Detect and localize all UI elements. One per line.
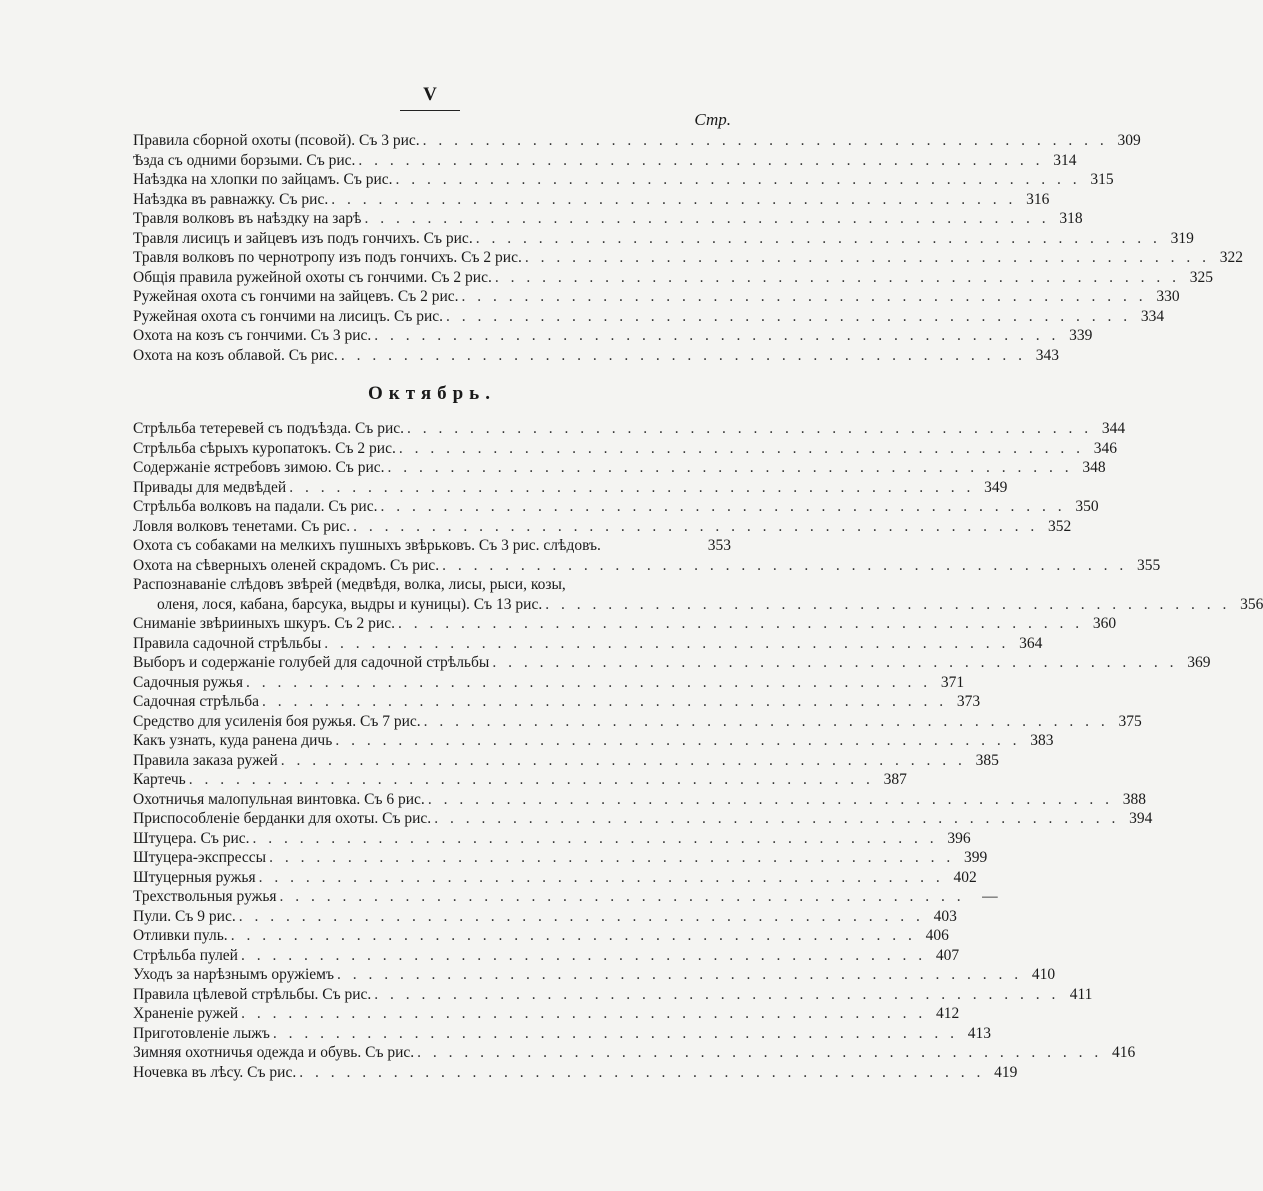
toc-leader-dots: . . . . . . . . . . . . . . . . . . . . . . . . . . . . . . . . . . . . . . . . . . . . (380, 498, 1066, 515)
toc-leader-dots: . . . . . . . . . . . . . . . . . . . . . . . . . . . . . . . . . . . . . . . . . . . . (524, 249, 1210, 266)
toc-entry (133, 770, 907, 790)
toc-entry-page: 411 (1069, 985, 1093, 1003)
toc-entry-title: Охота на козъ съ гончими. Съ 3 рис. (133, 327, 372, 344)
toc-entry (133, 268, 1213, 288)
toc-leader-dots: . . . . . . . . . . . . . . . . . . . . . . . . . . . . . . . . . . . . . . . . . . . . (241, 1005, 927, 1022)
toc-leader-dots: . . . . . . . . . . . . . . . . . . . . . . . . . . . . . . . . . . . . . . . . . . . . (340, 346, 1026, 364)
toc-entry-page: 387 (883, 771, 907, 788)
toc-entry (133, 946, 960, 966)
toc-leader-dots: . . . . . . . . . . . . . . . . . . . . . . . . . . . . . . . . . . . . . . . . . . . . (238, 907, 924, 925)
toc-entry-page: 349 (984, 478, 1008, 496)
toc-entry-page: 403 (933, 907, 957, 925)
toc-leader-dots: . . . . . . . . . . . . . . . . . . . . . . . . . . . . . . . . . . . . . . . . . . . . (475, 229, 1161, 247)
toc-entry (133, 556, 1161, 576)
page-number: V (423, 84, 437, 105)
toc-entry (133, 248, 1243, 268)
toc-entry-page: 318 (1059, 210, 1083, 227)
toc-leader-dots: . . . . . . . . . . . . . . . . . . . . . . . . . . . . . . . . . . . . . . . . . . . . (492, 654, 1178, 671)
toc-entry (133, 692, 981, 712)
toc-leader-dots: . . . . . . . . . . . . . . . . . . . . . . . . . . . . . . . . . . . . . . . . . . . . (331, 190, 1017, 208)
toc-entry (133, 1004, 960, 1024)
toc-leader-dots: . . . . . . . . . . . . . . . . . . . . . . . . . . . . . . . . . . . . . . . . . . . . (262, 693, 948, 710)
toc-leader-dots: . . . . . . . . . . . . . . . . . . . . . . . . . . . . . . . . . . . . . . . . . . . . (279, 888, 965, 905)
toc-entry (133, 653, 1211, 673)
toc-entry-page: 396 (947, 829, 971, 847)
toc-entry (133, 848, 988, 868)
toc-entry-page: 371 (940, 673, 965, 691)
toc-leader-dots: . . . . . . . . . . . . . . . . . . . . . . . . . . . . . . . . . . . . . . . . . . . . (494, 268, 1180, 286)
toc-entry-title: Стрѣльба пулей (133, 946, 238, 964)
toc-leader-dots: . . . . . . . . . . . . . . . . . . . . . . . . . . . . . . . . . . . . . . . . . . . . (269, 849, 955, 866)
toc-entry (133, 439, 1117, 459)
toc-entry-title: Правила заказа ружей (133, 751, 278, 769)
toc-entry (133, 887, 998, 907)
toc-leader-dots: . . . . . . . . . . . . . . . . . . . . . . . . . . . . . . . . . . . . . . . . . . . . (240, 946, 927, 964)
toc-entry (133, 926, 949, 946)
toc-leader-dots: . . . . . . . . . . . . . . . . . . . . . . . . . . . . . . . . . . . . . . . . . . . . (324, 634, 1010, 652)
toc-leader-dots: . . . . . . . . . . . . . . . . . . . . . . . . . . . . . . . . . . . . . . . . . . . . (252, 829, 938, 847)
toc-entry (133, 131, 1141, 151)
toc-entry-title: Приготовленіе лыжъ (133, 1024, 270, 1042)
toc-entry (133, 1043, 1136, 1063)
toc-entry-page: 352 (1047, 517, 1072, 535)
toc-leader-dots: . . . . . . . . . . . . . . . . . . . . . . . . . . . . . . . . . . . . . . . . . . . . (374, 985, 1060, 1003)
toc-leader-dots: . . . . . . . . . . . . . . . . . . . . . . . . . . . . . . . . . . . . . . . . . . . . (395, 171, 1081, 188)
toc-entry (133, 575, 731, 595)
toc-leader-dots: . . . . . . . . . . . . . . . . . . . . . . . . . . . . . . . . . . . . . . . . . . . . (423, 712, 1109, 730)
toc-entry-title: Наѣздка въ равнажку. Съ рис. (133, 190, 329, 208)
toc-entry-title: Содержаніе ястребовъ зимою. Съ рис. (133, 459, 385, 476)
toc-entry (133, 1024, 991, 1044)
toc-entry-page: 364 (1019, 634, 1043, 652)
toc-entry-title: Штуцерныя ружья (133, 868, 256, 886)
toc-entry-title: Наѣздка на хлопки по зайцамъ. Съ рис. (133, 171, 393, 188)
toc-entry (133, 346, 1059, 366)
toc-entry-title: Храненіе ружей (133, 1005, 239, 1022)
toc-entry-page: 413 (967, 1024, 991, 1042)
toc-entry-title: Ловля волковъ тенетами. Съ рис. (133, 517, 351, 535)
toc-entry (133, 307, 1165, 327)
toc-entry (133, 790, 1146, 810)
toc-entry-title: Привады для медвѣдей (133, 478, 287, 496)
toc-leader-dots: . . . . . . . . . . . . . . . . . . . . . . . . . . . . . . . . . . . . . . . . . . . . (364, 210, 1050, 227)
toc-entry-page: 350 (1075, 498, 1099, 515)
toc-entry-page: 330 (1156, 288, 1180, 305)
toc-entry-page: 406 (925, 927, 949, 944)
toc-entry-title: Ѣзда съ одними борзыми. Съ рис. (133, 151, 356, 169)
toc-leader-dots: . . . . . . . . . . . . . . . . . . . . . . . . . . . . . . . . . . . . . . . . . . . . (353, 517, 1039, 535)
toc-entry-page: 388 (1122, 790, 1146, 808)
toc-entry (133, 517, 1072, 537)
toc-entry (133, 809, 1153, 829)
toc-entry (133, 868, 977, 888)
toc-entry-title: Ружейная охота съ гончими на лисицъ. Съ рис. (133, 307, 444, 325)
toc-entry-title: Зимняя охотничья одежда и обувь. Съ рис. (133, 1044, 415, 1061)
toc-entry-title: Картечь (133, 771, 186, 788)
toc-entry-page: 412 (936, 1005, 960, 1022)
toc-entry (133, 829, 971, 849)
toc-entry (133, 478, 1008, 498)
toc-leader-dots: . . . . . . . . . . . . . . . . . . . . . . . . . . . . . . . . . . . . . . . . . . . . (461, 288, 1147, 305)
toc-leader-dots: . . . . . . . . . . . . . . . . . . . . . . . . . . . . . . . . . . . . . . . . . . . . (374, 327, 1060, 344)
toc-entry-title: Общія правила ружейной охоты съ гончими. Съ 2 рис. (133, 268, 492, 286)
toc-entry-page: 394 (1129, 810, 1153, 827)
toc-entry-title: Средство для усиленія боя ружья. Съ 7 рис. (133, 712, 421, 730)
toc-entry (133, 170, 1114, 190)
toc-entry-title: Охота съ собаками на мелкихъ пушныхъ звѣрьковъ. Съ 3 рис. слѣдовъ. (133, 537, 601, 554)
toc-entry-page: 360 (1092, 615, 1117, 632)
toc-entry-title: Травля волковъ въ наѣздку на зарѣ (133, 210, 362, 227)
toc-entry-page: 383 (1030, 732, 1054, 749)
toc-leader-dots: . . . . . . . . . . . . . . . . . . . . . . . . . . . . . . . . . . . . . . . . . . . . (446, 307, 1132, 325)
toc-entry-page: 355 (1136, 556, 1161, 574)
toc-entry-title: Стрѣльба волковъ на падали. Съ рис. (133, 498, 378, 515)
toc-entry (133, 151, 1077, 171)
toc-entry-page: 416 (1112, 1044, 1136, 1061)
toc-entry-title: Охота на сѣверныхъ оленей скрадомъ. Съ рис. (133, 556, 440, 574)
toc-entry-title: Пули. Съ 9 рис. (133, 907, 236, 925)
toc-entry-page: 322 (1219, 249, 1243, 266)
toc-entry-title: Какъ узнать, куда ранена дичь (133, 732, 333, 749)
toc-entry-page: 369 (1187, 654, 1211, 671)
toc-entry-title: Трехствольныя ружья (133, 888, 277, 905)
toc-leader-dots: . . . . . . . . . . . . . . . . . . . . . . . . . . . . . . . . . . . . . . . . . . . . (335, 732, 1021, 749)
toc-entry-page: 356 (1240, 595, 1263, 613)
toc-entry-page: 319 (1170, 229, 1194, 247)
toc-entry-page: 373 (956, 693, 981, 710)
toc-entry-title: Правила садочной стрѣльбы (133, 634, 322, 652)
toc-entry (133, 731, 1054, 751)
toc-leader-dots: . . . . . . . . . . . . . . . . . . . . . . . . . . . . . . . . . . . . . . . . . . . . (422, 132, 1108, 149)
toc-entry (133, 907, 957, 927)
toc-entry-title: Правила цѣлевой стрѣльбы. Съ рис. (133, 985, 372, 1003)
toc-entry-title: Распознаваніе слѣдовъ звѣрей (медвѣдя, волка, лисы, рыси, козы, (133, 576, 566, 593)
toc-leader-dots: . . . . . . . . . . . . . . . . . . . . . . . . . . . . . . . . . . . . . . . . . . . . (280, 751, 966, 769)
toc-entry-page: 339 (1069, 327, 1093, 344)
toc-leader-dots: . . . . . . . . . . . . . . . . . . . . . . . . . . . . . . . . . . . . . . . . . . . . (299, 1063, 985, 1081)
toc-entry-page: 419 (994, 1063, 1018, 1081)
toc-leader-dots: . . . . . . . . . . . . . . . . . . . . . . . . . . . . . . . . . . . . . . . . . . . . (358, 151, 1044, 169)
toc-entry-title: Приспособленіе берданки для охоты. Съ рис. (133, 810, 432, 827)
toc-leader-dots: . . . . . . . . . . . . . . . . . . . . . . . . . . . . . . . . . . . . . . . . . . . . (427, 790, 1113, 808)
toc-entry (133, 229, 1194, 249)
section-heading-october: Октябрь. (368, 383, 496, 404)
toc-entry (133, 536, 731, 556)
toc-entry-title: Стрѣльба тетеревей съ подъѣзда. Съ рис. (133, 420, 404, 437)
toc-leader-dots: . . . . . . . . . . . . . . . . . . . . . . . . . . . . . . . . . . . . . . . . . . . . (442, 556, 1128, 574)
toc-leader-dots: . . . . . . . . . . . . . . . . . . . . . . . . . . . . . . . . . . . . . . . . . . . . (336, 966, 1023, 983)
toc-leader-dots: . . . . . . . . . . . . . . . . . . . . . . . . . . . . . . . . . . . . . . . . . . . . (387, 459, 1073, 476)
toc-entry-title: Отливки пуль. (133, 927, 228, 944)
toc-entry-page: 385 (975, 751, 999, 769)
toc-entry-page: 325 (1189, 268, 1213, 286)
toc-entry-page: 375 (1118, 712, 1142, 730)
toc-entry (133, 419, 1126, 439)
toc-section-2 (133, 419, 1263, 1082)
toc-entry (133, 287, 1180, 307)
toc-entry (133, 326, 1093, 346)
toc-leader-dots: . . . . . . . . . . . . . . . . . . . . . . . . . . . . . . . . . . . . . . . . . . . . (245, 673, 932, 691)
toc-entry (133, 634, 1043, 654)
toc-entry-title: Стрѣльба сѣрыхъ куропатокъ. Съ 2 рис. (133, 439, 396, 457)
toc-entry-title: Охота на козъ облавой. Съ рис. (133, 346, 338, 364)
toc-entry-title: Уходъ за нарѣзнымъ оружіемъ (133, 966, 334, 983)
toc-entry-page: 309 (1117, 132, 1141, 149)
toc-entry (133, 712, 1142, 732)
toc-leader-dots: . . . . . . . . . . . . . . . . . . . . . . . . . . . . . . . . . . . . . . . . . . . . (434, 810, 1120, 827)
toc-entry-title: оленя, лося, кабана, барсука, выдры и куницы). Съ 13 рис. (157, 595, 543, 613)
toc-leader-dots: . . . . . . . . . . . . . . . . . . . . . . . . . . . . . . . . . . . . . . . . . . . . (188, 771, 874, 788)
toc-entry-page: 348 (1082, 459, 1106, 476)
toc-entry (133, 614, 1117, 634)
toc-leader-dots: . . . . . . . . . . . . . . . . . . . . . . . . . . . . . . . . . . . . . . . . . . . . (272, 1024, 958, 1042)
toc-entry-title: Охотничья малопульная винтовка. Съ 6 рис. (133, 790, 425, 808)
toc-entry-title: Ружейная охота съ гончими на зайцевъ. Съ 2 рис. (133, 288, 459, 305)
toc-leader-dots: . . . . . . . . . . . . . . . . . . . . . . . . . . . . . . . . . . . . . . . . . . . . (398, 439, 1084, 457)
toc-entry-page: 314 (1053, 151, 1077, 169)
toc-entry-title: Садочная стрѣльба (133, 693, 260, 710)
toc-section-1 (133, 131, 1243, 365)
toc-entry (133, 209, 1083, 229)
toc-leader-dots: . . . . . . . . . . . . . . . . . . . . . . . . . . . . . . . . . . . . . . . . . . . . (230, 927, 916, 944)
toc-entry-page: 402 (953, 868, 977, 886)
toc-entry-title: Правила сборной охоты (псовой). Съ 3 рис. (133, 132, 420, 149)
toc-entry (133, 190, 1050, 210)
toc-leader-dots: . . . . . . . . . . . . . . . . . . . . . . . . . . . . . . . . . . . . . . . . . . . . (289, 478, 975, 496)
toc-leader-dots: . . . . . . . . . . . . . . . . . . . . . . . . . . . . . . . . . . . . . . . . . . . . (258, 868, 944, 886)
toc-entry-title: Штуцера. Съ рис. (133, 829, 250, 847)
toc-entry-page: 407 (935, 946, 960, 964)
toc-entry (133, 595, 1263, 615)
toc-entry-page: 353 (707, 537, 731, 554)
toc-entry-title: Ночевка въ лѣсу. Съ рис. (133, 1063, 297, 1081)
toc-entry (133, 985, 1093, 1005)
toc-entry (133, 497, 1099, 517)
toc-entry-page: 410 (1031, 966, 1056, 983)
toc-entry-page: 343 (1035, 346, 1059, 364)
toc-entry-page: 399 (963, 849, 988, 866)
toc-entry-title: Травля лисицъ и зайцевъ изъ подъ гончихъ. Съ рис. (133, 229, 473, 247)
toc-entry-title: Травля волковъ по чернотропу изъ подъ гончихъ. Съ 2 рис. (133, 249, 522, 266)
toc-entry-title: Сниманіе звѣрииныхъ шкуръ. Съ 2 рис. (133, 615, 395, 632)
toc-entry-page: 344 (1101, 420, 1126, 437)
toc-leader-dots: . . . . . . . . . . . . . . . . . . . . . . . . . . . . . . . . . . . . . . . . . . . . (417, 1044, 1103, 1061)
toc-entry-title: Садочныя ружья (133, 673, 243, 691)
toc-entry (133, 965, 1056, 985)
toc-leader-dots: . . . . . . . . . . . . . . . . . . . . . . . . . . . . . . . . . . . . . . . . . . . . (545, 595, 1231, 613)
toc-entry-page: 316 (1026, 190, 1050, 208)
page-column-label: Стр. (694, 110, 731, 129)
toc-entry (133, 673, 965, 693)
toc-leader-dots: . . . . . . . . . . . . . . . . . . . . . . . . . . . . . . . . . . . . . . . . . . . . (407, 420, 1093, 437)
toc-entry-page: 346 (1093, 439, 1117, 457)
toc-entry (133, 458, 1106, 478)
toc-entry-title: Штуцера-экспрессы (133, 849, 267, 866)
toc-entry-page: — (982, 888, 998, 905)
toc-entry (133, 751, 999, 771)
toc-entry-page: 334 (1140, 307, 1165, 325)
toc-entry-page: 315 (1090, 171, 1114, 188)
toc-leader-dots: . . . . . . . . . . . . . . . . . . . . . . . . . . . . . . . . . . . . . . . . . . . . (398, 615, 1084, 632)
toc-entry (133, 1063, 1018, 1083)
toc-entry-title: Выборъ и содержаніе голубей для садочной стрѣльбы (133, 654, 490, 671)
